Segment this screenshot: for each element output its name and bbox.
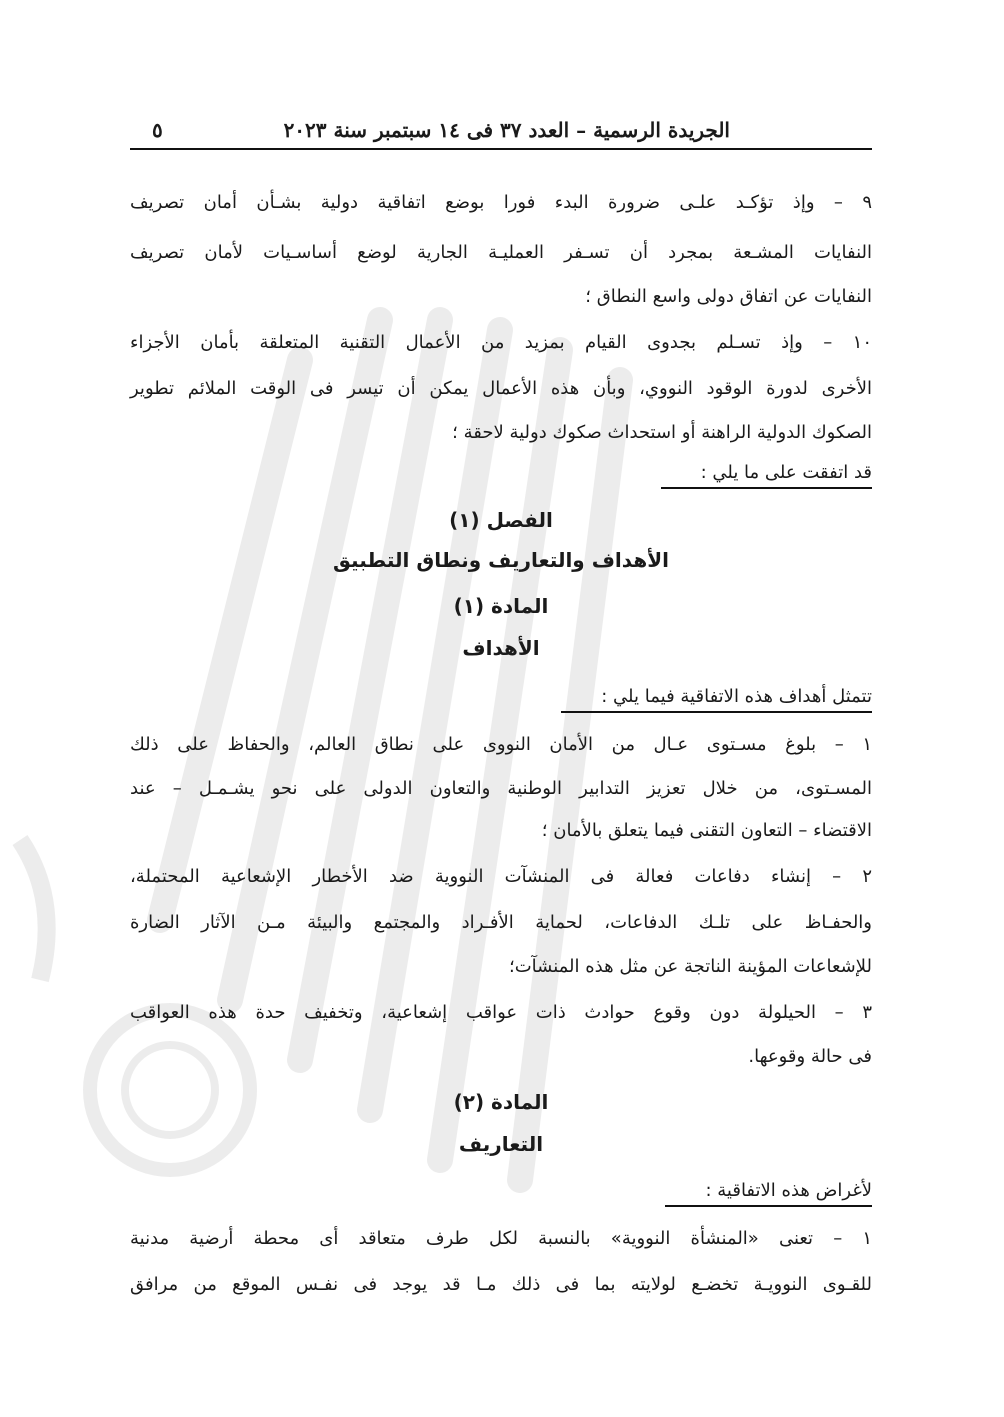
paragraph-10-line-2: الأخرى لدورة الوقود النووي، وبأن هذه الأعمال يمكن أن تيسر فى الوقت الملائم تطوير xyxy=(130,378,872,399)
article-2-title: المادة (٢) xyxy=(453,1090,549,1114)
objective-1-line-1: ١ – بلوغ مسـتوى عـال من الأمان النووى على نطاق العالم، والحفاظ على ذلك xyxy=(130,734,872,755)
paragraph-9-line-2: النفايات المشـعة بمجرد أن تسـفر العمليـة الجارية لوضع أساسـيات لأمان تصريف xyxy=(130,242,872,263)
article-1-title: المادة (١) xyxy=(453,594,549,618)
objectives-intro: تتمثل أهداف هذه الاتفاقية فيما يلي : xyxy=(561,686,872,713)
objective-3-line-1: ٣ – الحيلولة دون وقوع حوادث ذات عواقب إشعاعية، وتخفيف حدة هذه العواقب xyxy=(130,1002,872,1023)
page-number: ٥ xyxy=(152,118,163,142)
definitions-intro: لأغراض هذه الاتفاقية : xyxy=(665,1180,872,1207)
page-header xyxy=(130,112,872,150)
objective-3-line-2: فى حالة وقوعها. xyxy=(748,1046,872,1067)
objective-1-line-3: الاقتضاء – التعاون التقنى فيما يتعلق بالأمان ؛ xyxy=(541,820,872,841)
paragraph-9-line-1: ٩ – وإذ تؤكـد علـى ضرورة البدء فورا بوضع اتفاقية دولية بشـأن أمان تصريف xyxy=(130,192,872,213)
article-2-subtitle: التعاريف xyxy=(458,1132,544,1156)
objective-2-line-2: والحفـاظ على تلـك الدفاعات، لحماية الأفـراد والمجتمع والبيئة مـن الآثار الضارة xyxy=(130,912,872,933)
chapter-subtitle: الأهداف والتعاريف ونطاق التطبيق xyxy=(333,548,669,572)
objectives-intro-line xyxy=(130,686,872,713)
paragraph-10-line-1: ١٠ – وإذ تسـلم بجدوى القيام بمزيد من الأعمال التقنية المتعلقة بأمان الأجزاء xyxy=(130,332,872,353)
definitions-intro-line xyxy=(130,1180,872,1207)
objective-2-line-3: للإشعاعات المؤينة الناتجة عن مثل هذه المنشآت؛ xyxy=(509,956,872,977)
objective-1-line-2: المسـتوى، من خلال تعزيز التدابير الوطنية والتعاون الدولى على نحو يشـمـل – عند xyxy=(130,778,872,799)
paragraph-10-line-3: الصكوك الدولية الراهنة أو استحداث صكوك دولية لاحقة ؛ xyxy=(452,422,872,443)
article-1-subtitle: الأهداف xyxy=(462,636,540,660)
definition-1-line-2: للقـوى النوويـة تخضـع لولايته بما فى ذلك مـا قد يوجد فى نفـس الموقع من مرافق xyxy=(130,1274,872,1295)
agreed-line xyxy=(130,462,872,489)
objective-2-line-1: ٢ – إنشاء دفاعات فعالة فى المنشآت النووية ضد الأخطار الإشعاعية المحتملة، xyxy=(130,866,872,887)
agreed-text: قد اتفقت على ما يلي : xyxy=(661,462,872,489)
definition-1-line-1: ١ – تعنى «المنشأة النووية» بالنسبة لكل طرف متعاقد أى محطة أرضية مدنية xyxy=(130,1228,872,1249)
paragraph-9-line-3: النفايات عن اتفاق دولى واسع النطاق ؛ xyxy=(585,286,872,307)
header-title: الجريدة الرسمية – العدد ٣٧ فى ١٤ سبتمبر سنة ٢٠٢٣ xyxy=(283,118,730,142)
chapter-title: الفصل (١) xyxy=(449,508,553,532)
